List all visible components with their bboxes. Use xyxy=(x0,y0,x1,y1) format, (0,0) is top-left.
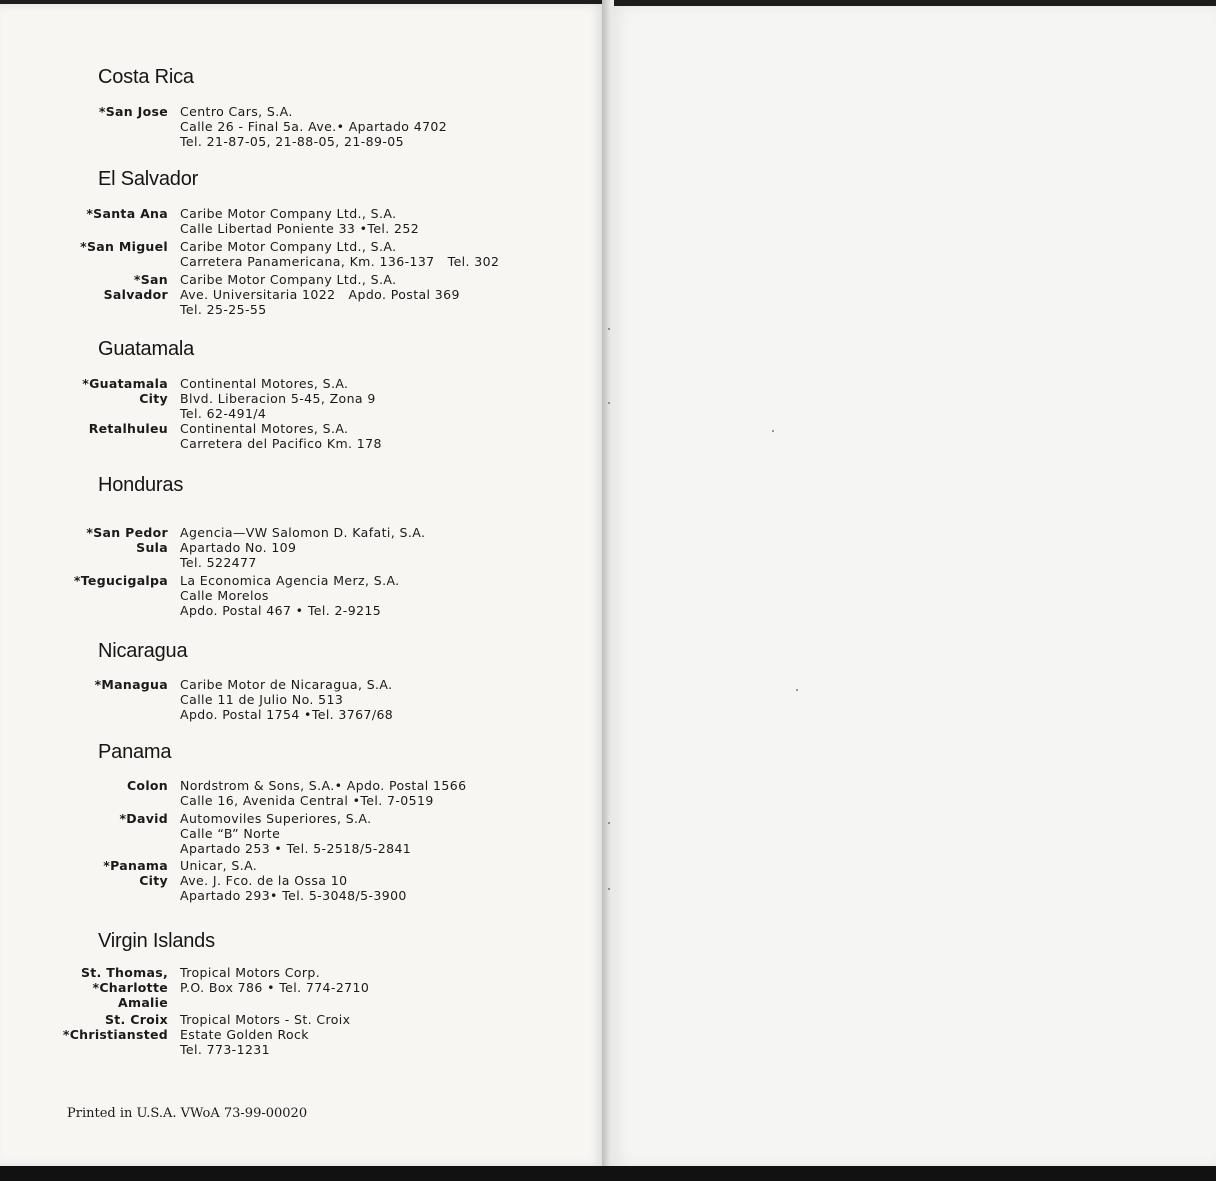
address-line: P.O. Box 786 • Tel. 774-2710 xyxy=(180,980,370,995)
country-heading: Honduras xyxy=(98,474,184,496)
left-page xyxy=(0,4,604,1166)
dealer-city: *Guatamala City xyxy=(82,376,168,406)
country-heading: Costa Rica xyxy=(98,66,194,88)
dealer-address xyxy=(180,525,600,570)
dealer-address xyxy=(180,573,600,618)
paper-speck xyxy=(608,888,610,890)
address-line: Carretera Panamericana, Km. 136-137 Tel. 302 xyxy=(180,254,500,269)
address-line: Apdo. Postal 1754 •Tel. 3767/68 xyxy=(180,707,394,722)
print-footer: Printed in U.S.A. VWoA 73-99-00020 xyxy=(67,1106,308,1121)
dealer-city: St. Thomas, *Charlotte Amalie xyxy=(80,965,168,1010)
address-line: Centro Cars, S.A. xyxy=(180,104,293,119)
dealer-city: St. Croix *Christiansted xyxy=(62,1012,168,1042)
address-line: Calle Morelos xyxy=(180,588,269,603)
country-heading: Panama xyxy=(98,741,172,763)
address-line: La Economica Agencia Merz, S.A. xyxy=(180,573,400,588)
country-heading: Virgin Islands xyxy=(98,930,215,952)
paper-speck xyxy=(772,430,774,432)
address-line: Caribe Motor de Nicaragua, S.A. xyxy=(180,677,393,692)
address-line: Calle 26 - Final 5a. Ave.• Apartado 4702 xyxy=(180,119,448,134)
dealer-city: *Managua xyxy=(94,677,168,692)
dealer-address xyxy=(180,239,600,269)
dealer-address xyxy=(180,858,600,903)
dealer-city: *David xyxy=(119,811,168,826)
address-line: Automoviles Superiores, S.A. xyxy=(180,811,372,826)
dealer-address xyxy=(180,272,600,317)
address-line: Tel. 21-87-05, 21-88-05, 21-89-05 xyxy=(180,134,404,149)
address-line: Tel. 773-1231 xyxy=(180,1042,271,1057)
dealer-address xyxy=(180,206,600,236)
dealer-address xyxy=(180,104,600,149)
address-line: Estate Golden Rock xyxy=(180,1027,309,1042)
address-line: Blvd. Liberacion 5-45, Zona 9 xyxy=(180,391,376,406)
dealer-city: *San Jose xyxy=(98,104,168,119)
dealer-address xyxy=(180,811,600,856)
paper-speck xyxy=(796,689,798,691)
dealer-city: Retalhuleu xyxy=(88,421,168,436)
address-line: Calle “B” Norte xyxy=(180,826,281,841)
address-line: Agencia—VW Salomon D. Kafati, S.A. xyxy=(180,525,426,540)
address-line: Apartado No. 109 xyxy=(180,540,297,555)
address-line: Caribe Motor Company Ltd., S.A. xyxy=(180,272,397,287)
address-line: Ave. Universitaria 1022 Apdo. Postal 369 xyxy=(180,287,460,302)
address-line: Nordstrom & Sons, S.A.• Apdo. Postal 1566 xyxy=(180,778,467,793)
address-line: Continental Motores, S.A. xyxy=(180,376,349,391)
country-heading: El Salvador xyxy=(98,168,199,190)
right-page xyxy=(612,6,1216,1166)
address-line: Caribe Motor Company Ltd., S.A. xyxy=(180,239,397,254)
country-heading: Guatamala xyxy=(98,338,195,360)
address-line: Tropical Motors - St. Croix xyxy=(180,1012,351,1027)
address-line: Tel. 25-25-55 xyxy=(180,302,267,317)
address-line: Apartado 253 • Tel. 5-2518/5-2841 xyxy=(180,841,412,856)
scan-bottom-edge xyxy=(0,1166,1216,1181)
address-line: Calle Libertad Poniente 33 •Tel. 252 xyxy=(180,221,420,236)
address-line: Calle 16, Avenida Central •Tel. 7-0519 xyxy=(180,793,434,808)
dealer-city: *San Miguel xyxy=(80,239,168,254)
dealer-city: Colon xyxy=(126,778,168,793)
dealer-address xyxy=(180,421,600,451)
address-line: Calle 11 de Julio No. 513 xyxy=(180,692,344,707)
address-line: Ave. J. Fco. de la Ossa 10 xyxy=(180,873,348,888)
paper-speck xyxy=(608,328,610,330)
address-line: Unicar, S.A. xyxy=(180,858,258,873)
dealer-city: *Tegucigalpa xyxy=(73,573,168,588)
dealer-city: *San Salvador xyxy=(103,272,168,302)
address-line: Apartado 293• Tel. 5-3048/5-3900 xyxy=(180,888,407,903)
paper-speck xyxy=(608,402,610,404)
dealer-address xyxy=(180,965,600,995)
address-line: Carretera del Pacifico Km. 178 xyxy=(180,436,382,451)
address-line: Caribe Motor Company Ltd., S.A. xyxy=(180,206,397,221)
dealer-city: *San Pedor Sula xyxy=(86,525,168,555)
dealer-address xyxy=(180,677,600,722)
dealer-address xyxy=(180,778,600,808)
paper-speck xyxy=(608,822,610,824)
address-line: Continental Motores, S.A. xyxy=(180,421,349,436)
address-line: Apdo. Postal 467 • Tel. 2-9215 xyxy=(180,603,382,618)
address-line: Tel. 522477 xyxy=(180,555,257,570)
dealer-city: *Santa Ana xyxy=(86,206,168,221)
country-heading: Nicaragua xyxy=(98,640,188,662)
dealer-address xyxy=(180,376,600,421)
address-line: Tropical Motors Corp. xyxy=(180,965,321,980)
dealer-address xyxy=(180,1012,600,1057)
dealer-city: *Panama City xyxy=(103,858,168,888)
address-line: Tel. 62-491/4 xyxy=(180,406,267,421)
